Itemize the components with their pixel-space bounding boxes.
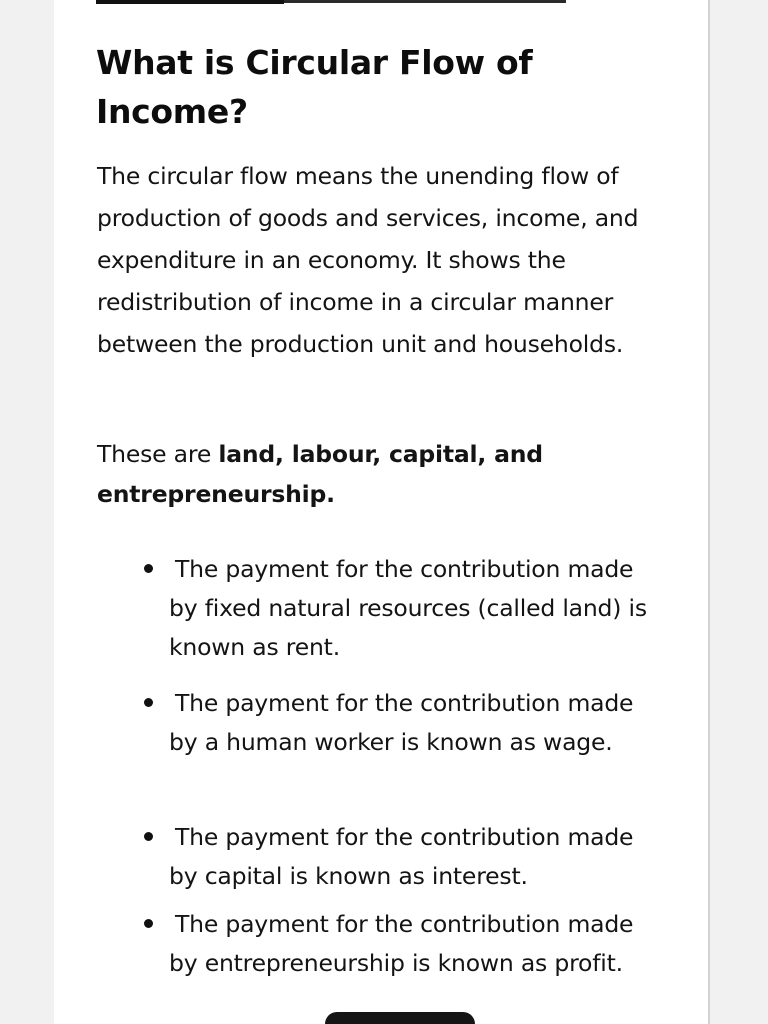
list-item-text: The payment for the contribution made by fixed natural resources (called land) is known as rent. <box>169 555 647 661</box>
bullet-icon <box>144 564 153 573</box>
bullet-icon <box>144 698 153 707</box>
list-item <box>144 684 664 762</box>
factors-paragraph <box>97 434 667 514</box>
factors-bold: land, labour, capital, and entrepreneurship. <box>97 440 543 508</box>
bullet-icon <box>144 919 153 928</box>
intro-paragraph: The circular flow means the unending flow of production of goods and services, income, and expenditure in an economy. It shows the redistribution of income in a circular manner between the production unit and households. <box>97 162 639 358</box>
floating-action-bar[interactable] <box>325 1012 475 1024</box>
article-heading: What is Circular Flow of Income? <box>96 43 533 131</box>
list-item-text: The payment for the contribution made by a human worker is known as wage. <box>169 689 634 756</box>
list-item-text: The payment for the contribution made by entrepreneurship is known as profit. <box>169 910 634 977</box>
list-item-text: The payment for the contribution made by capital is known as interest. <box>169 823 634 890</box>
list-item <box>144 818 664 896</box>
factors-prefix: These are <box>97 440 219 468</box>
top-divider-accent <box>96 0 284 4</box>
list-item <box>144 550 664 667</box>
list-item <box>144 905 664 983</box>
bullet-icon <box>144 832 153 841</box>
